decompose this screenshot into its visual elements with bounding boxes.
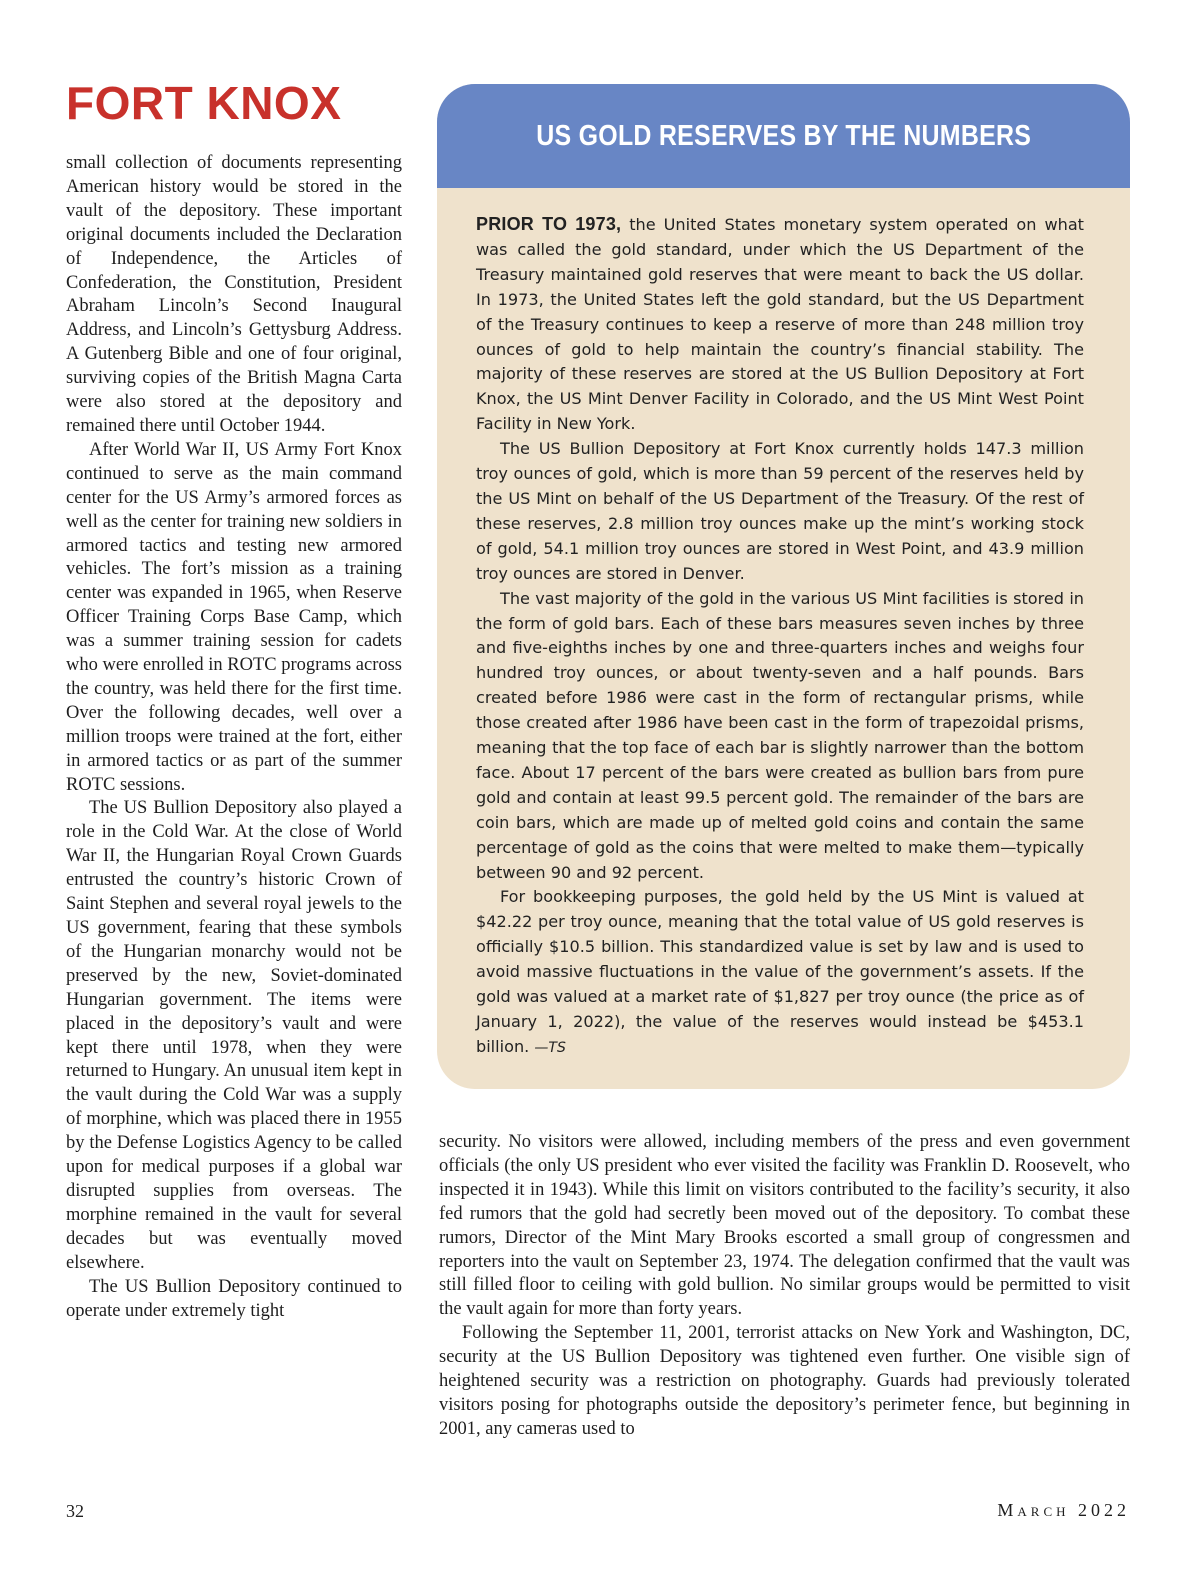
left-column xyxy=(66,152,402,1323)
author-signature: —TS xyxy=(534,1039,566,1056)
paragraph: The US Bullion Depository continued to operate under extremely tight xyxy=(66,1276,402,1321)
sidebar-paragraph: The vast majority of the gold in the various US Mint facilities is stored in the form of gold bars. Each of these bars measures seven inches by three and five-eighths inches by one and three-quarters inches and weighs four hundred troy ounces, or about twenty-seven and a half pounds. Bars created before 1986 were cast in the form of rectangular prisms, while those created after 1986 have been cast in the form of trapezoidal prisms, meaning that the top face of each bar is slightly narrower than the bottom face. About 17 percent of the bars were created as bullion bars from pure gold and contain at least 99.5 percent gold. The remainder of the bars are coin bars, which are made up of melted gold coins and contain the same percentage of gold as the coins that were melted to make them—typically between 90 and 92 percent. xyxy=(476,588,1084,882)
right-column xyxy=(439,1131,1130,1442)
sidebar-paragraph xyxy=(476,885,1084,1060)
sidebar-paragraph xyxy=(476,212,1084,437)
paragraph: After World War II, US Army Fort Knox continued to serve as the main command center for the US Army’s armored forces as well as the center for training new soldiers in armored tactics and testing new armored vehicles. The fort’s mission as a training center was expanded in 1965, when Reserve Officer Training Corps Base Camp, which was a summer training session for cadets who were enrolled in ROTC programs across the country, was held there for the first time. Over the following decades, well over a million troops were trained at the fort, either in armored tactics or as part of the summer ROTC sessions. xyxy=(66,439,402,795)
sidebar-paragraph: The US Bullion Depository at Fort Knox currently holds 147.3 million troy ounces of gold, which is more than 59 percent of the reserves held by the US Mint on behalf of the US Department of the Treasury. Of the rest of these reserves, 2.8 million troy ounces make up the mint’s working stock of gold, 54.1 million troy ounces are stored in West Point, and 43.9 million troy ounces are stored in Denver. xyxy=(476,439,1084,583)
sidebar-title: US GOLD RESERVES BY THE NUMBERS xyxy=(536,119,1031,152)
issue-date: March 2022 xyxy=(997,1500,1130,1520)
sidebar-header xyxy=(437,84,1130,188)
sidebar-paragraph-text: the United States monetary system operated on what was called the gold standard, under which the US Department of the Treasury maintained gold reserves that were meant to back the US dollar. In 1973, the United States left the gold standard, but the US Department of the Treasury continues to keep a reserve of more than 248 million troy ounces of gold to help maintain the country’s financial stability. The majority of these reserves are stored at the US Bullion Depository at Fort Knox, the US Mint Denver Facility in Colorado, and the US Mint West Point Facility in New York. xyxy=(476,215,1084,434)
section-header: FORT KNOX xyxy=(66,77,342,129)
paragraph: Following the September 11, 2001, terrorist attacks on New York and Washington, DC, security at the US Bullion Depository was tightened even further. One visible sign of heightened security was a restriction on photography. Guards had previously tolerated visitors posing for photographs outside the depository’s perimeter fence, but beginning in 2001, any cameras used to xyxy=(439,1323,1130,1439)
sidebar-paragraph-text: For bookkeeping purposes, the gold held by the US Mint is valued at $42.22 per troy ounce, meaning that the total value of US gold reserves is officially $10.5 billion. This standardized value is set by law and is used to avoid massive fluctuations in the value of the government’s assets. If the gold was valued at a market rate of $1,827 per troy ounce (the price as of January 1, 2022), the value of the reserves would instead be $453.1 billion. xyxy=(476,887,1084,1056)
page-number: 32 xyxy=(66,1501,84,1521)
paragraph: The US Bullion Depository also played a role in the Cold War. At the close of World War II, the Hungarian Royal Crown Guards entrusted the country’s historic Crown of Saint Stephen and several royal jewels to the US government, fearing that these symbols of the Hungarian monarchy would not be preserved by the new, Soviet-dominated Hungarian government. The items were placed in the depository’s vault and were kept there until 1978, when they were returned to Hungary. An unusual item kept in the vault during the Cold War was a supply of morphine, which was placed there in 1955 by the Defense Logistics Agency to be called upon for medical purposes if a global war disrupted supplies from overseas. The morphine remained in the vault for several decades but was eventually moved elsewhere. xyxy=(66,798,402,1273)
sidebar-body xyxy=(437,188,1130,1061)
sidebar-box xyxy=(437,84,1130,1089)
paragraph: small collection of documents representing American history would be stored in the vault of the depository. These important original documents included the Declaration of Independence, the Articles of Confederation, the Constitution, President Abraham Lincoln’s Second Inaugural Address, and Lincoln’s Gettysburg Address. A Gutenberg Bible and one of four original, surviving copies of the British Magna Carta were also stored at the depository and remained there until October 1944. xyxy=(66,153,402,436)
sidebar-lead-in: PRIOR TO 1973, xyxy=(476,214,622,234)
paragraph: security. No visitors were allowed, including members of the press and even government officials (the only US president who ever visited the facility was Franklin D. Roosevelt, who inspected it in 1943). While this limit on visitors contributed to the facility’s security, it also fed rumors that the gold had secretly been moved out of the depository. To combat these rumors, Director of the Mint Mary Brooks escorted a small group of congressmen and reporters into the vault on September 23, 1974. The delegation confirmed that the vault was still filled floor to ceiling with gold bullion. No similar groups would be permitted to visit the vault again for more than forty years. xyxy=(439,1132,1130,1320)
